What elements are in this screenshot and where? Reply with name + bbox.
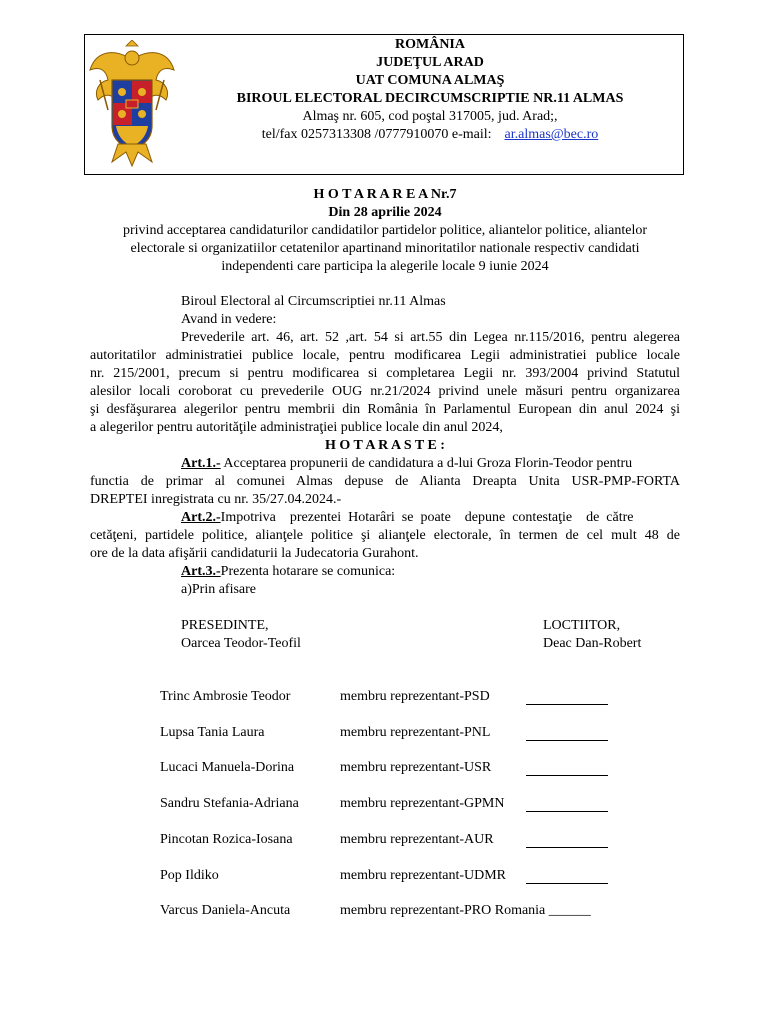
legal-line: nr. 215/2001, precum si pentru modificarea si completarea Legii nr. 393/2004 privind Statutul [90, 366, 680, 381]
article-2-line: cetăţeni, partidele politice, alianţele politice şi alianţele electorale, în termen de cel mult 48 de [90, 528, 680, 543]
member-role: membru reprezentant-USR [340, 760, 492, 775]
article-2-text: Impotriva prezentei Hotarâri se poate depune contestaţie de către [220, 510, 634, 525]
having-seen-text: Avand in vedere: [181, 312, 277, 327]
signature-line [526, 759, 608, 776]
article-2-line: ore de la data afişării candidaturii la Judecatoria Gurahont. [90, 546, 419, 561]
subject-line: electorale si organizatiilor cetatenilor apartinand minoritatilor nationale respectiv candidati [130, 241, 640, 256]
header-bureau: BIROUL ELECTORAL DECIRCUMSCRIPTIE NR.11 ALMAS [236, 91, 624, 106]
article-1-label: Art.1.- [181, 456, 221, 471]
article-3 [181, 563, 395, 581]
president-title: PRESEDINTE, [181, 618, 269, 633]
legal-line: şi desfăşurarea alegerilor pentru membrii din România în Parlamentul European din anul 2024 şi [90, 402, 680, 417]
header-contact [180, 126, 680, 144]
article-1-line: DREPTEI inregistrata cu nr. 35/27.04.2024.- [90, 492, 342, 507]
deputy-title: LOCTIITOR, [543, 618, 621, 633]
member-role: membru reprezentant-PSD [340, 689, 490, 704]
article-1 [181, 455, 680, 473]
member-role: membru reprezentant-PNL [340, 725, 491, 740]
president-name: Oarcea Teodor-Teofil [181, 636, 301, 651]
email-link[interactable]: ar.almas@bec.ro [504, 127, 599, 142]
subject-line: independenti care participa la alegerile locale 9 iunie 2024 [221, 259, 549, 274]
member-name: Lucaci Manuela-Dorina [160, 760, 295, 775]
member-role: membru reprezentant-UDMR [340, 868, 506, 883]
header-contact-text: tel/fax 0257313308 /0777910070 e-mail: [261, 127, 492, 142]
legal-line: alesilor locali coroborat cu prevederile OUG nr.21/2024 privind unele măsuri pentru organizarea [90, 384, 680, 399]
signature-line [526, 724, 608, 741]
member-role: membru reprezentant-GPMN [340, 796, 505, 811]
header-uat: UAT COMUNA ALMAŞ [355, 73, 505, 88]
decision-title: H O T A R A R E A Nr.7 [313, 187, 457, 202]
member-role: membru reprezentant-PRO Romania ______ [340, 903, 591, 918]
article-1-line: functia de primar al comunei Almas depuse de Alianta Dreapta Unita USR-PMP-FORTA [90, 474, 680, 489]
signature-line [526, 795, 608, 812]
signature-line [526, 831, 608, 848]
member-name: Varcus Daniela-Ancuta [160, 903, 291, 918]
legal-line: a alegerilor pentru autorităţile administraţiei publice locale din anul 2024, [90, 420, 503, 435]
member-name: Trinc Ambrosie Teodor [160, 689, 291, 704]
article-3-label: Art.3.- [181, 564, 221, 579]
article-3-item: a)Prin afisare [181, 582, 257, 597]
legal-line: autoritatilor administratiei publice locale, pentru modificarea Legii administratiei publice locale [90, 348, 680, 363]
subject-line: privind acceptarea candidaturilor candidatilor partidelor politice, aliantelor politice, aliantelor [123, 223, 647, 238]
article-2-label: Art.2.- [181, 510, 221, 525]
member-role: membru reprezentant-AUR [340, 832, 494, 847]
decision-date: Din 28 aprilie 2024 [328, 205, 442, 220]
article-1-text: Acceptarea propunerii de candidatura a d-lui Groza Florin-Teodor pentru [220, 456, 633, 471]
member-name: Lupsa Tania Laura [160, 725, 265, 740]
romania-coat-of-arms-icon [86, 40, 178, 168]
header-address: Almaş nr. 605, cod poştal 317005, jud. Arad;, [302, 109, 558, 124]
signature-line [526, 688, 608, 705]
intro-text: Biroul Electoral al Circumscriptiei nr.11 Almas [181, 294, 446, 309]
article-2 [181, 509, 680, 527]
member-name: Sandru Stefania-Adriana [160, 796, 299, 811]
legal-line: Prevederile art. 46, art. 52 ,art. 54 si art.55 din Legea nr.115/2016, pentru alegerea [181, 330, 680, 345]
header-county: JUDEŢUL ARAD [376, 55, 484, 70]
decides-heading: H O T A R A S T E : [325, 438, 445, 453]
member-name: Pincotan Rozica-Iosana [160, 832, 293, 847]
signature-line [526, 867, 608, 884]
deputy-name: Deac Dan-Robert [543, 636, 642, 651]
member-name: Pop Ildiko [160, 868, 219, 883]
article-3-text: Prezenta hotarare se comunica: [220, 564, 396, 579]
header-country: ROMÂNIA [395, 37, 465, 52]
